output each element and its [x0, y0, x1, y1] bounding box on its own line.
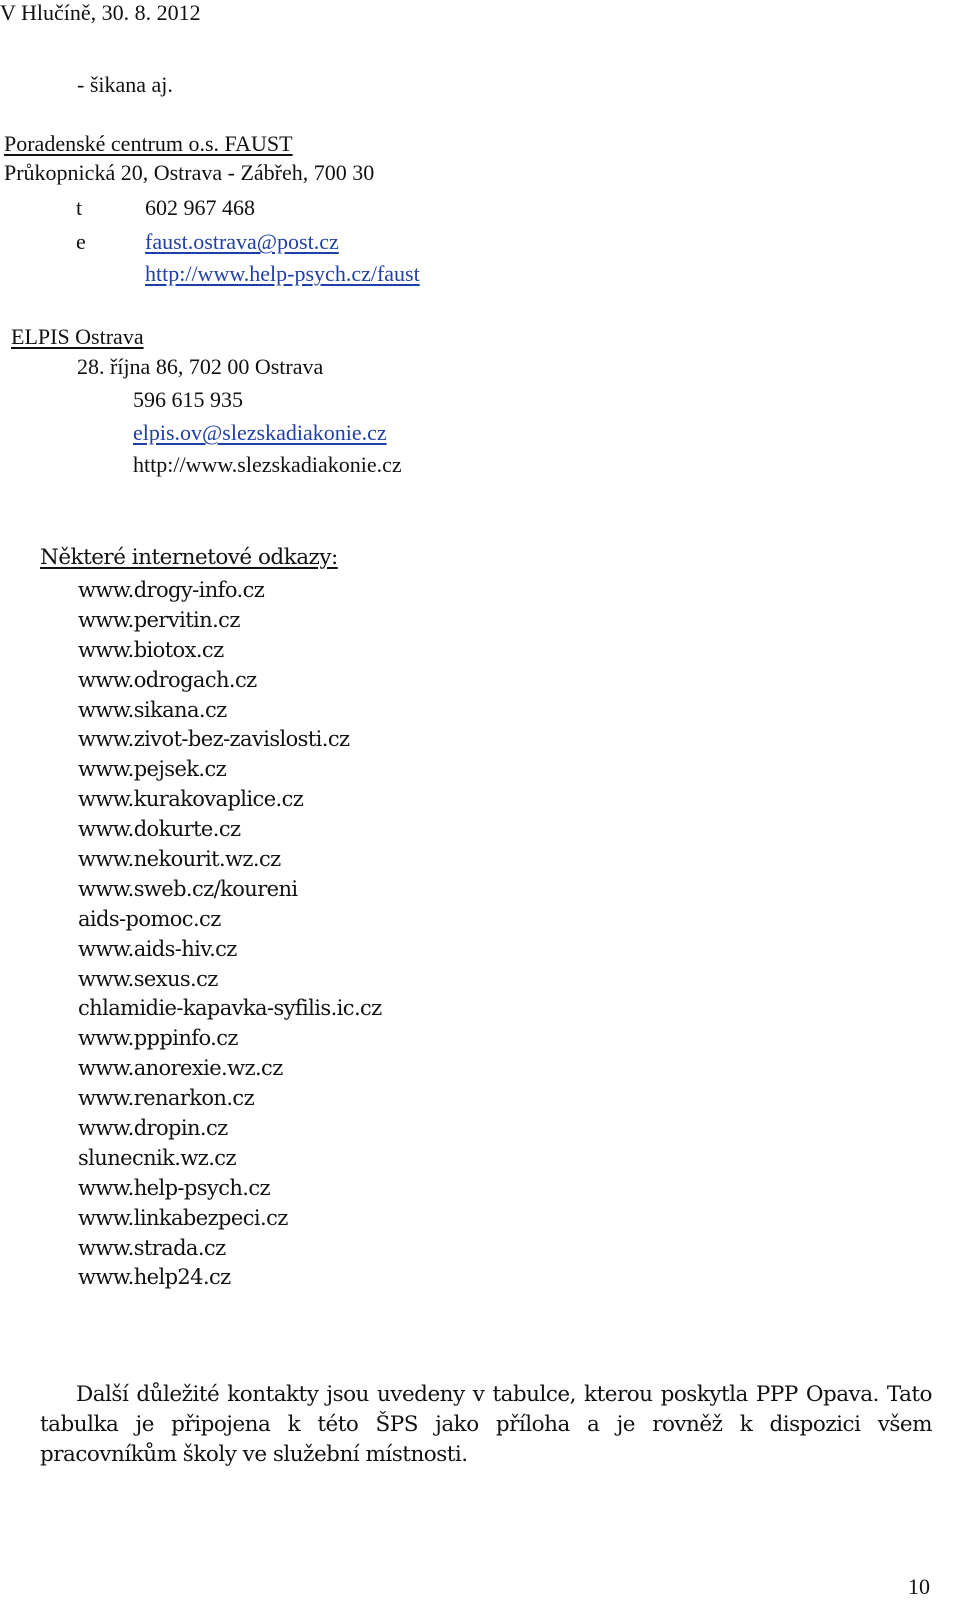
faust-web-link[interactable]: http://www.help-psych.cz/faust	[145, 261, 420, 286]
link-item: www.pejsek.cz	[78, 757, 227, 782]
link-item: chlamidie-kapavka-syfilis.ic.cz	[78, 996, 382, 1021]
link-item: slunecnik.wz.cz	[78, 1145, 236, 1170]
links-list	[78, 576, 382, 1293]
faust-email-link[interactable]: faust.ostrava@post.cz	[145, 229, 339, 254]
links-heading: Některé internetové odkazy:	[40, 545, 338, 570]
link-item: www.pppinfo.cz	[78, 1026, 238, 1051]
list-item-bullying: - šikana aj.	[77, 72, 173, 97]
link-item: www.kurakovaplice.cz	[78, 787, 304, 812]
link-item: www.aids-hiv.cz	[78, 936, 237, 961]
faust-phone: 602 967 468	[145, 195, 255, 220]
link-item: www.help-psych.cz	[78, 1175, 270, 1200]
link-item: www.renarkon.cz	[78, 1086, 255, 1111]
link-item: www.odrogach.cz	[78, 667, 257, 692]
closing-paragraph: Další důležité kontakty jsou uvedeny v tabulce, kterou poskytla PPP Opava. Tato tabulka je připojena k této ŠPS jako příloha a je rovněž k dispozici všem pracovníkům školy ve služební místnosti.	[40, 1382, 932, 1467]
link-item: www.sweb.cz/koureni	[78, 876, 298, 901]
link-item: aids-pomoc.cz	[78, 906, 221, 931]
link-item: www.linkabezpeci.cz	[78, 1205, 288, 1230]
elpis-phone: 596 615 935	[133, 387, 243, 412]
link-item: www.sexus.cz	[78, 966, 218, 991]
faust-name: Poradenské centrum o.s. FAUST	[4, 131, 293, 156]
elpis-name: ELPIS Ostrava	[11, 324, 144, 349]
link-item: www.help24.cz	[78, 1265, 231, 1290]
faust-email-label: e	[76, 229, 86, 254]
link-item: www.sikana.cz	[78, 697, 227, 722]
link-item: www.biotox.cz	[78, 637, 224, 662]
link-item: www.dokurte.cz	[78, 817, 241, 842]
link-item: www.nekourit.wz.cz	[78, 847, 281, 872]
elpis-address: 28. října 86, 702 00 Ostrava	[77, 354, 324, 379]
faust-phone-label: t	[76, 195, 83, 220]
link-item: www.strada.cz	[78, 1235, 226, 1260]
elpis-email-link[interactable]: elpis.ov@slezskadiakonie.cz	[133, 420, 387, 445]
link-item: www.pervitin.cz	[78, 607, 240, 632]
link-item: www.dropin.cz	[78, 1116, 228, 1141]
link-item: www.anorexie.wz.cz	[78, 1056, 283, 1081]
elpis-web: http://www.slezskadiakonie.cz	[133, 452, 402, 477]
page-number: 10	[908, 1574, 930, 1599]
date-line: V Hlučíně, 30. 8. 2012	[0, 0, 201, 25]
faust-address: Průkopnická 20, Ostrava - Zábřeh, 700 30	[4, 160, 375, 185]
link-item: www.zivot-bez-zavislosti.cz	[78, 727, 350, 752]
link-item: www.drogy-info.cz	[78, 578, 265, 602]
